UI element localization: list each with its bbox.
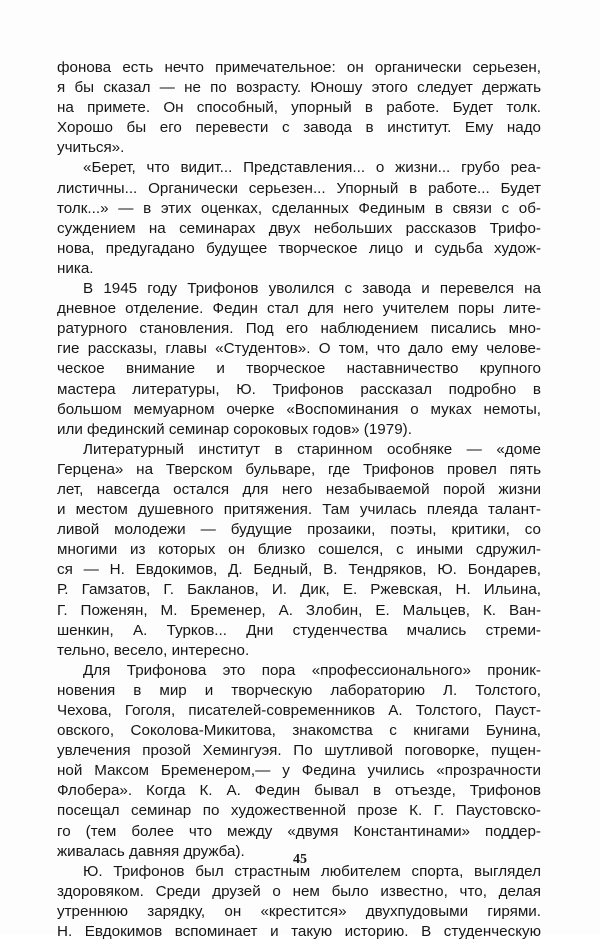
text-line: ратурного становления. Под его наблюдением писались мно-: [57, 320, 541, 338]
body-text: [57, 58, 541, 942]
text-line: В 1945 году Трифонов уволился с завода и перевелся на: [83, 280, 541, 298]
text-line: Для Трифонова это пора «профессионального» проник-: [83, 661, 541, 679]
text-line: учиться».: [57, 139, 125, 157]
text-line: дневное отделение. Федин стал для него учителем поры лите-: [57, 300, 541, 318]
text-line: нова, предугадано будущее творческое лицо и судьба худож-: [57, 239, 541, 257]
text-line: шенкин, А. Турков... Дни студенчества мчались стреми-: [57, 621, 541, 639]
text-line: го (тем более что между «двумя Константинами» поддер-: [57, 822, 541, 840]
text-line: ливой молодежи — будущие прозаики, поэты, критики, со: [57, 521, 541, 539]
text-line: ся — Н. Евдокимов, Д. Бедный, В. Тендряков, Ю. Бондарев,: [57, 561, 541, 579]
text-line: Р. Гамзатов, Г. Бакланов, И. Дик, Е. Ржевская, Н. Ильина,: [57, 581, 541, 599]
text-line: ной Максом Бременером,— у Федина учились «прозрачности: [57, 762, 541, 780]
text-line: толк...» — в этих оценках, сделанных Фединым в связи с об-: [57, 199, 541, 217]
text-line: Ю. Трифонов был страстным любителем спорта, выглядел: [83, 862, 541, 880]
text-line: фонова есть нечто примечательное: он органически серьезен,: [57, 59, 541, 76]
text-line: или фединский семинар сороковых годов» (1979).: [57, 420, 412, 438]
text-line: новения в мир и творческую лабораторию Л. Толстого,: [57, 681, 541, 699]
text-line: утреннюю зарядку, он «крестится» двухпудовыми гирями.: [57, 902, 541, 920]
text-line: ника.: [57, 259, 94, 277]
text-line: посещал семинар по художественной прозе К. Г. Паустовско-: [57, 802, 541, 820]
text-line: листичны... Органически серьезен... Упорный в работе... Будет: [57, 179, 541, 197]
text-line: «Берет, что видит... Представления... о жизни... грубо реа-: [83, 159, 541, 177]
text-line: Литературный институт в старинном особняке — «доме: [83, 440, 541, 458]
text-line: я бы сказал — не по возрасту. Юношу этого следует держать: [57, 79, 541, 97]
text-line: лет, навсегда остался для него незабываемой порой жизни: [57, 480, 541, 498]
text-line: большом мемуарном очерке «Воспоминания о муках немоты,: [57, 400, 541, 418]
text-line: Н. Евдокимов вспоминает и такую историю. В студенческую: [57, 923, 541, 941]
text-line: тельно, весело, интересно.: [57, 641, 250, 659]
text-line: и местом душевного притяжения. Там училась плеяда талант-: [57, 501, 541, 519]
text-line: Флобера». Когда К. А. Федин бывал в отъезде, Трифонов: [57, 782, 541, 800]
text-line: гие рассказы, главы «Студентов». О том, что дало ему челове-: [57, 340, 541, 358]
text-line: мастера литературы, Ю. Трифонов рассказал подробно в: [57, 380, 541, 398]
text-line: Г. Поженян, М. Бременер, А. Злобин, Е. Мальцев, К. Ван-: [57, 601, 541, 619]
text-line: на примете. Он способный, упорный в работе. Будет толк.: [57, 99, 541, 117]
text-line: живалась давняя дружба).: [57, 842, 245, 860]
text-line: суждением на семинарах двух небольших рассказов Трифо-: [57, 219, 541, 237]
text-line: Герцена» на Тверском бульваре, где Трифонов провел пять: [57, 460, 541, 478]
text-line: Хорошо бы его перевести с завода в институт. Ему надо: [57, 119, 541, 137]
text-line: здоровяком. Среди друзей о нем было известно, что, делая: [57, 882, 541, 900]
text-line: овского, Соколова-Микитова, знакомства с книгами Бунина,: [57, 722, 541, 740]
text-line: Чехова, Гоголя, писателей-современников А. Толстого, Пауст-: [57, 702, 541, 719]
text-line: многими из которых он близко сошелся, с иными сдружил-: [57, 541, 541, 559]
text-line: увлечения прозой Хемингуэя. По шутливой поговорке, пущен-: [57, 742, 541, 760]
page-number: 45: [293, 852, 307, 867]
text-line: ческое внимание и творческое наставничество крупного: [57, 360, 541, 378]
